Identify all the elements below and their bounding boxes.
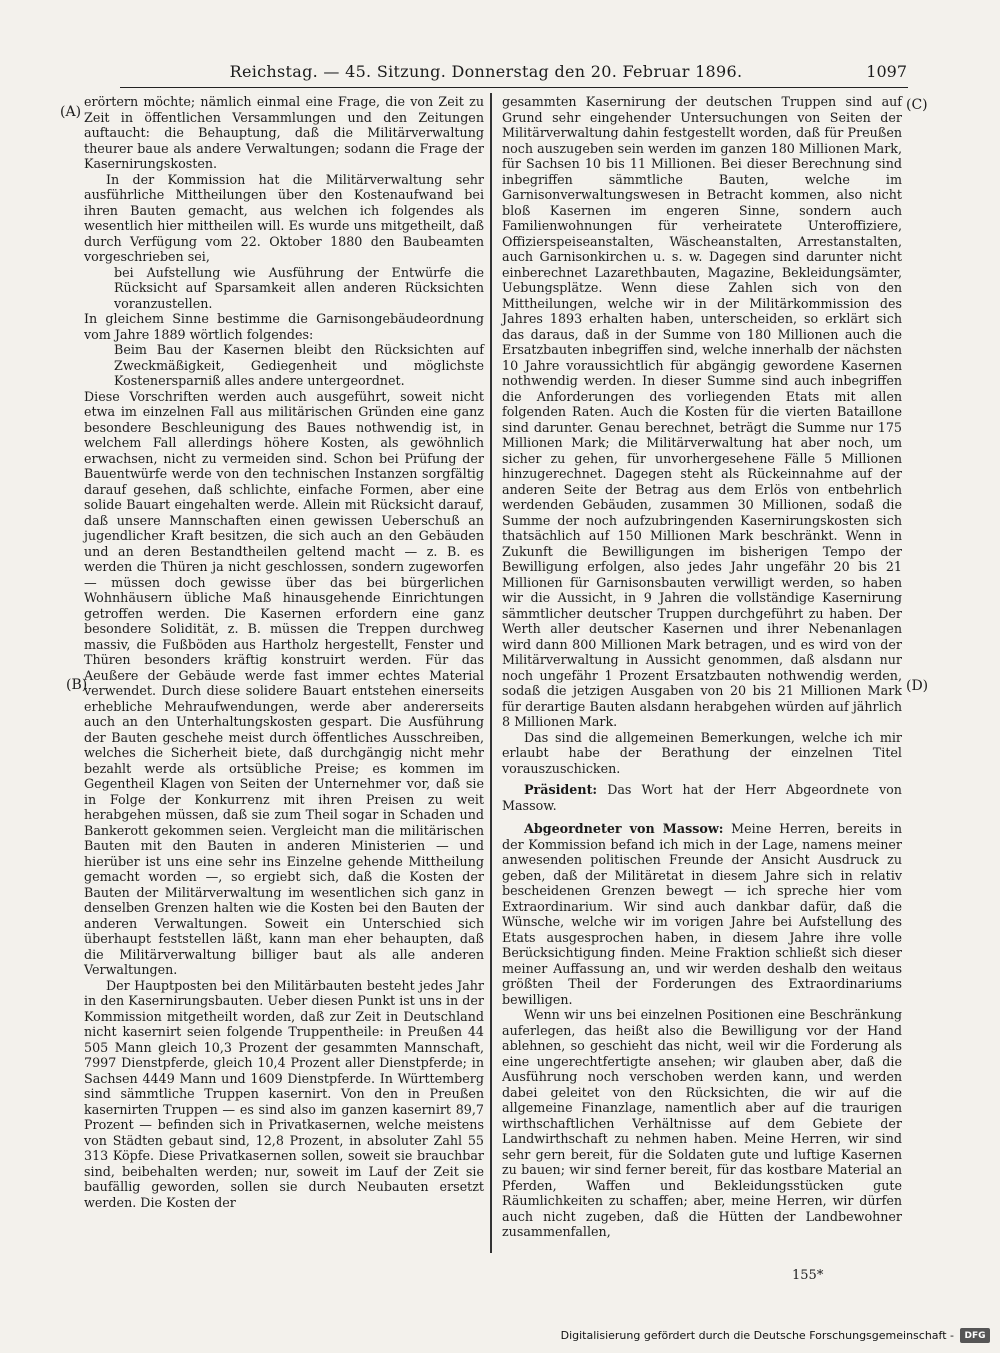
margin-letter-c: (C) [906,97,928,113]
paragraph: erörtern möchte; nämlich einmal eine Frage, die von Zeit zu Zeit in öffentlichen Versammlungen und den Zeitungen auftaucht: die Behauptung, daß die Militärverwaltung theurer baue als andere Verwaltungen; sodann die Frage der Kasernirungskosten. [84,94,484,171]
page-number: 1097 [866,62,907,81]
quotation: bei Aufstellung wie Ausführung der Entwürfe die Rücksicht auf Sparsamkeit allen anderen Rücksichten voranzustellen. [114,264,484,311]
dfg-logo-icon: DFG [960,1328,990,1343]
speech-paragraph [502,821,902,1007]
speech-text: Meine Herren, bereits in der Kommission befand ich mich in der Lage, namens meiner anwesenden politischen Freunde der Ansicht Ausdruck zu geben, daß der Militäretat in diesem Jahre sich in relativ bescheidenen Grenzen bewegt — ich spreche hier vom Extraordinarium. Wir sind auch dankbar dafür, daß die Wünsche, welche wir im vorigen Jahre bei Aufstellung des Etats ausgesprochen haben, in diesem Jahre ihre volle Berücksichtigung finden. Meine Fraktion schließt sich dieser meiner Auffassung an, und wir werden deshalb den weitaus größten Theil der Forderungen des Extraordinariums bewilligen. [502,821,902,1007]
header-title: Reichstag. — 45. Sitzung. Donnerstag den 20. Februar 1896. [229,62,743,81]
footer [561,1328,990,1343]
signature-mark: 155* [792,1268,824,1283]
paragraph: In gleichem Sinne bestimme die Garnisongebäudeordnung vom Jahre 1889 wörtlich folgendes: [84,311,484,342]
quotation: Beim Bau der Kasernen bleibt den Rücksichten auf Zweckmäßigkeit, Gediegenheit und möglichste Kostenersparniß alles andere untergeordnet. [114,342,484,388]
footer-text: Digitalisierung gefördert durch die Deutsche Forschungsgemeinschaft - [560,1329,954,1342]
speaker-text: Das Wort hat der Herr Abgeordnete von Massow. [502,782,902,813]
speaker-label: Abgeordneter von Massow: [524,821,724,836]
left-column [84,94,484,1210]
margin-letter-a: (A) [60,104,82,120]
margin-letter-b: (B) [66,677,88,693]
running-header [65,62,907,86]
paragraph: In der Kommission hat die Militärverwaltung sehr ausführliche Mittheilungen über den Kostenaufwand bei ihren Bauten gemacht, aus welchen ich folgendes als wesentlich hier mittheilen will. Es wurde uns mitgetheilt, daß durch Verfügung vom 22. Oktober 1880 den Baubeamten vorgeschrieben sei, [84,171,484,264]
column-divider [490,93,492,1253]
paragraph: gesammten Kasernirung der deutschen Truppen sind auf Grund sehr eingehender Untersuchungen von Seiten der Militärverwaltung dahin festgestellt worden, daß für Preußen noch auszugeben sein werden im ganzen 180 Millionen Mark, für Sachsen 10 bis 11 Millionen. Bei dieser Berechnung sind inbegriffen sämmtliche Bauten, welche im Garnisonverwaltungswesen in Betracht kommen, also nicht bloß Kasernen im engeren Sinne, sondern auch Familienwohnungen für verheiratete Unteroffiziere, Offizierspeiseanstalten, Wäscheanstalten, Arrestanstalten, auch Garnisonkirchen u. s. w. Dagegen sind darunter nicht einberechnet Lazarethbauten, Magazine, Bekleidungsämter, Uebungsplätze. Wenn diese Zahlen sich von den Mittheilungen, welche wir in der Militärkommission des Jahres 1893 erhalten haben, unterscheiden, so erklärt sich das daraus, daß in der Summe von 180 Millionen auch die Ersatzbauten inbegriffen sind, welche innerhalb der nächsten 10 Jahre voraussichtlich für abgängig gewordene Kasernen nothwendig werden. In dieser Summe sind auch inbegriffen die Anforderungen des vorliegenden Etats mit allen folgenden Raten. Auch die Kosten für die vierten Bataillone sind darunter. Genau berechnet, beträgt die Summe nur 175 Millionen Mark; die Militärverwaltung hat aber noch, um sicher zu gehen, für unvorhergesehene Fälle 5 Millionen hinzugerechnet. Dagegen steht als Rückeinnahme auf der anderen Seite der Betrag aus dem Erlös von entbehrlich werdenden Gebäuden, zusammen 30 Millionen, sodaß die Summe der noch aufzubringenden Kasernirungskosten sich thatsächlich auf 150 Millionen Mark beschränkt. Wenn in Zukunft die Bewilligungen im bisherigen Tempo der Bewilligung erfolgen, also jedes Jahr ungefähr 20 bis 21 Millionen für Garnisonsbauten verwilligt werden, so haben wir die Aussicht, in 9 Jahren die vollständige Kasernirung sämmtlicher deutscher Truppen durchgeführt zu haben. Der Werth aller deutscher Kasernen und ihrer Nebenanlagen wird dann 800 Millionen Mark betragen, und es wird von der Militärverwaltung in Aussicht genommen, daß alsdann nur noch ungefähr 1 Prozent Ersatzbauten nothwendig werden, sodaß die jetzigen Ausgaben von 20 bis 21 Millionen Mark für derartige Bauten alsdann herabgehen würden auf jährlich 8 Millionen Mark. [502,94,902,729]
header-rule [120,87,908,88]
paragraph: Diese Vorschriften werden auch ausgeführt, soweit nicht etwa im einzelnen Fall aus militärischen Gründen eine ganz besondere Beschleunigung des Baues nothwendig ist, in welchem Fall allerdings höhere Kosten, als gewöhnlich erwachsen, nicht zu vermeiden sind. Schon bei Prüfung der Bauentwürfe werde von den technischen Instanzen sorgfältig darauf gesehen, daß schlichte, einfache Formen, aber eine solide Bauart eingehalten werde. Allein mit Rücksicht darauf, daß unsere Mannschaften einen gewissen Ueberschuß an jugendlicher Kraft besitzen, die sich auch an den Gebäuden und an deren Bestandtheilen geltend macht — z. B. es werden die Thüren ja nicht geschlossen, sondern zugeworfen — müssen doch gewisse über das bei bürgerlichen Wohnhäusern übliche Maß hinausgehende Einrichtungen getroffen werden. Die Kasernen erfordern eine ganz besondere Solidität, z. B. müssen die Treppen durchweg massiv, die Fußböden aus Hartholz hergestellt, Fenster und Thüren besonders kräftig konstruirt werden. Für das Aeußere der Gebäude werde fast immer echtes Material verwendet. Durch diese solidere Bauart entstehen einerseits erhebliche Mehraufwendungen, werde aber andererseits auch an den Unterhaltungskosten gespart. Die Ausführung der Bauten geschehe meist durch öffentliches Ausschreiben, welches die Sicherheit biete, daß durchgängig nicht mehr bezahlt werde als ortsübliche Preise; es kommen im Gegentheil Klagen von Seiten der Unternehmer vor, daß sie in Folge der Konkurrenz mit ihren Preisen zu weit herabgehen müssen, daß sie zum Theil sogar in Schaden und Bankerott gekommen seien. Vergleicht man die militärischen Bauten mit den Bauten in anderen Ministerien — und hierüber ist uns eine sehr ins Einzelne gehende Mittheilung gemacht worden —, so ergiebt sich, daß die Kosten der Bauten der Militärverwaltung im wesentlichen sich ganz in denselben Grenzen halten wie die Kosten bei den Bauten der anderen Verwaltungen. Soweit ein Unterschied sich überhaupt feststellen läßt, kann man eher behaupten, daß die Militärverwaltung billiger baut als alle anderen Verwaltungen. [84,388,484,977]
right-column [502,94,902,1240]
president-remark [502,782,902,813]
speech-paragraph: Wenn wir uns bei einzelnen Positionen eine Beschränkung auferlegen, das heißt also die Bewilligung vor der Hand ablehnen, so geschieht das nicht, weil wir die Forderung als eine ungerechtfertigte ansehen; wir glauben aber, daß die Ausführung noch verschoben werden kann, und werden dabei geleitet von den Rücksichten, die wir auf die allgemeine Finanzlage, namentlich aber auf die traurigen wirthschaftlichen Verhältnisse auf dem Gebiete der Landwirthschaft zu nehmen haben. Meine Herren, wir sind sehr gern bereit, für die Soldaten gute und luftige Kasernen zu bauen; wir sind ferner bereit, für das kostbare Material an Pferden, Waffen und Bekleidungsstücken gute Räumlichkeiten zu schaffen; aber, meine Herren, wir dürfen auch nicht zugeben, daß die Hütten der Landbewohner zusammenfallen, [502,1007,902,1239]
margin-letter-d: (D) [906,678,929,694]
paragraph: Der Hauptposten bei den Militärbauten besteht jedes Jahr in den Kasernirungsbauten. Ueber diesen Punkt ist uns in der Kommission mitgetheilt worden, daß zur Zeit in Deutschland nicht kasernirt seien folgende Truppentheile: in Preußen 44 505 Mann gleich 10,3 Prozent der gesammten Mannschaft, 7997 Dienstpferde, gleich 10,4 Prozent aller Dienstpferde; in Sachsen 4449 Mann und 1609 Dienstpferde. In Württemberg sind sämmtliche Truppen kasernirt. Von den in Preußen kasernirten Truppen — es sind also im ganzen kasernirt 89,7 Prozent — befinden sich in Privatkasernen, welche meistens von Städten gebaut sind, 12,8 Prozent, in absoluter Zahl 55 313 Köpfe. Diese Privatkasernen sollen, soweit sie brauchbar sind, beibehalten werden; nur, soweit im Lauf der Zeit sie baufällig geworden, sollen sie durch Neubauten ersetzt werden. Die Kosten der [84,977,484,1210]
speaker-label: Präsident: [524,782,598,797]
paragraph: Das sind die allgemeinen Bemerkungen, welche ich mir erlaubt habe der Berathung der einzelnen Titel vorauszuschicken. [502,729,902,776]
